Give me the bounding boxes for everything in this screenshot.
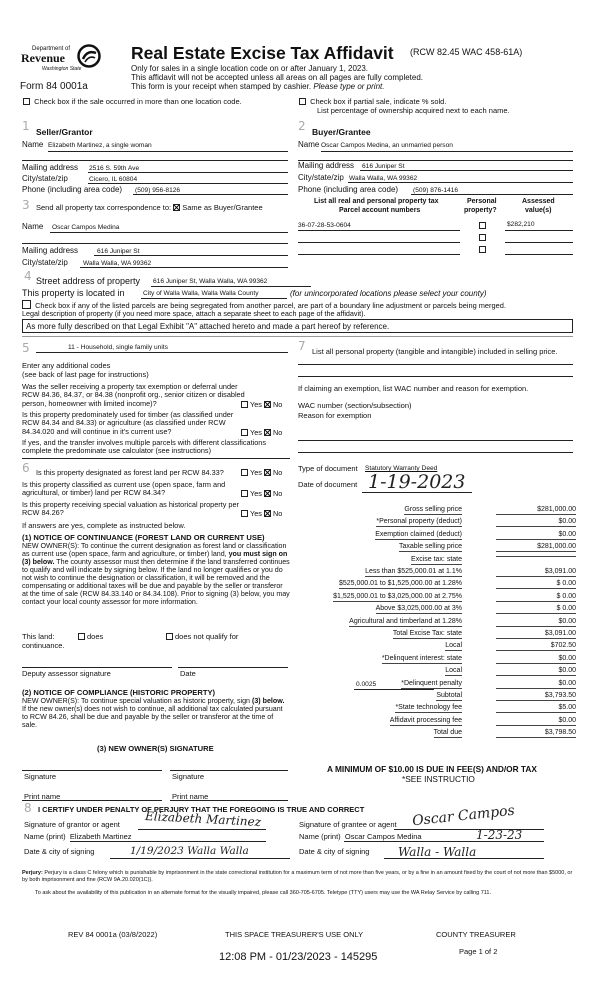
- tax-row-value[interactable]: $ 0.00: [496, 593, 576, 602]
- tax-row-label: Subtotal: [436, 692, 462, 701]
- tax-row-label: Above $3,025,000.00 at 3%: [376, 605, 462, 614]
- buyer-city-label: City/state/zip: [298, 173, 344, 182]
- partial-sale-checkbox[interactable]: [299, 98, 306, 105]
- legal-description-box[interactable]: [22, 319, 573, 333]
- tax-row: [300, 593, 576, 605]
- q1-yes-no[interactable]: Yes No: [241, 401, 282, 409]
- seller-city-label: City/state/zip: [22, 174, 68, 183]
- owner-print-name-label-2: Print name: [172, 792, 209, 801]
- tax-row: [300, 568, 576, 580]
- page-number: Page 1 of 2: [459, 947, 498, 956]
- tax-row-value[interactable]: $0.00: [496, 531, 576, 540]
- legal-description-label: Legal description of property (if you need more space, attach a separate sheet to each page of the affidavit).: [22, 309, 366, 318]
- legal-description-text: As more fully described on that Legal Exhibit "A" attached hereto and made a part hereof by reference.: [26, 322, 390, 331]
- does-not-option[interactable]: does not qualify for: [166, 633, 238, 642]
- exemption-label: If claiming an exemption, list WAC number and reason for exemption.: [298, 384, 529, 393]
- seller-phone-label: Phone (including area code): [22, 185, 123, 194]
- q6-1-no-checkbox[interactable]: [264, 469, 271, 476]
- tax-row-label: Local: [445, 642, 462, 651]
- revision-label: REV 84 0001a (03/8/2022): [68, 930, 158, 939]
- corr-name-field[interactable]: Oscar Campos Medina: [52, 224, 120, 231]
- tax-row: [300, 680, 576, 692]
- doc-date-handwritten[interactable]: 1-19-2023: [368, 471, 466, 493]
- corr-city-label: City/state/zip: [22, 258, 68, 267]
- tax-row-value[interactable]: $281,000.00: [496, 543, 576, 552]
- buyer-name-field[interactable]: Oscar Campos Medina, an unmarried person: [321, 142, 453, 149]
- buyer-phone-label: Phone (including area code): [298, 185, 399, 194]
- q-exemption-deferral: Was the seller receiving a property tax exemption or deferral under RCW 84.36, 84.37, or 84.38 (nonprofit org., senior citizen or disabled person, homeowner with limited income)?: [22, 382, 245, 408]
- q-forest-land: Is this property designated as forest land per RCW 84.33?: [36, 468, 224, 477]
- rcw-reference: (RCW 82.45 WAC 458-61A): [410, 47, 523, 57]
- owner-signature-label-2: Signature: [172, 772, 205, 781]
- q2-yes-no[interactable]: Yes No: [241, 429, 282, 437]
- tax-row-value[interactable]: $5.00: [496, 704, 576, 713]
- q6-1-yes-checkbox[interactable]: [241, 469, 248, 476]
- multi-location-checkbox[interactable]: [23, 98, 30, 105]
- corr-addr-field[interactable]: 616 Juniper St: [97, 248, 140, 255]
- notice-compliance-heading: (2) NOTICE OF COMPLIANCE (HISTORIC PROPERTY): [22, 688, 216, 697]
- tax-row-label: Total due: [434, 729, 462, 738]
- q6-2-yes-no[interactable]: Yes No: [241, 490, 282, 498]
- county-treasurer-label: COUNTY TREASURER: [436, 930, 516, 939]
- header-line-1: Only for sales in a single location code on or after January 1, 2023.: [131, 64, 369, 73]
- see-back-label: (see back of last page for instructions): [22, 370, 149, 379]
- buyer-addr-field[interactable]: 616 Juniper St: [362, 163, 405, 170]
- doc-date-label: Date of document: [298, 480, 358, 489]
- personal-header-2: property?: [464, 207, 497, 214]
- tax-row-label: *State technology fee: [395, 704, 462, 713]
- tax-row-value[interactable]: [496, 556, 576, 557]
- tax-row-label: Taxable selling price: [399, 543, 462, 552]
- tax-row: [300, 518, 576, 530]
- dor-logo: [20, 46, 102, 82]
- tax-row-label: $525,000.01 to $1,525,000.00 at 1.28%: [339, 580, 462, 589]
- use-code-field[interactable]: 11 - Household, single family units: [68, 344, 168, 351]
- form-number: Form 84 0001a: [20, 81, 88, 92]
- parcel-account-1[interactable]: 36-07-28-53-0604: [298, 222, 351, 229]
- minimum-fee-note: A MINIMUM OF $10.00 IS DUE IN FEE(S) AND/OR TAX: [327, 764, 537, 774]
- tax-row-value[interactable]: $0.00: [496, 667, 576, 676]
- tax-row-label: *Delinquent interest: state: [382, 655, 462, 664]
- parcel-header-1: List all real and personal property tax: [314, 198, 439, 205]
- corr-addr-label: Mailing address: [22, 246, 79, 255]
- located-note: (for unincorporated locations please select your county): [290, 289, 487, 298]
- if-yes-label: If answers are yes, complete as instructed below.: [22, 521, 186, 530]
- street-field[interactable]: 616 Juniper St, Walla Walla, WA 99362: [153, 278, 268, 285]
- this-land-label: This land:: [22, 632, 55, 641]
- tax-row-value[interactable]: $281,000.00: [496, 506, 576, 515]
- tax-row: [300, 556, 576, 568]
- tax-row-label: *Personal property (deduct): [376, 518, 462, 527]
- owner-signature-label-1: Signature: [24, 772, 57, 781]
- doc-type-field[interactable]: Statutory Warranty Deed: [365, 465, 438, 472]
- seller-name-field[interactable]: Elizabeth Martinez, a single woman: [48, 142, 152, 149]
- tax-row-value[interactable]: $0.00: [496, 518, 576, 527]
- correspondence-label: Send all property tax correspondence to: Same as Buyer/Grantee: [36, 203, 263, 212]
- buyer-name-label: Name: [298, 140, 320, 149]
- seller-city-field[interactable]: Cicero, IL 60804: [89, 176, 138, 183]
- grantee-date[interactable]: 1-23-23: [476, 828, 523, 842]
- treasurer-use-label: THIS SPACE TREASURER'S USE ONLY: [225, 930, 364, 939]
- tax-row-value[interactable]: $0.00: [496, 717, 576, 726]
- q6-2-no-checkbox[interactable]: [264, 490, 271, 497]
- deputy-signature-label: Deputy assessor signature: [22, 669, 111, 678]
- tax-row-value[interactable]: $0.00: [496, 680, 576, 689]
- tax-row-value[interactable]: $0.00: [496, 618, 576, 627]
- tax-row: [300, 704, 576, 716]
- grantor-date-label: Date & city of signing: [24, 847, 95, 856]
- does-checkbox[interactable]: [78, 633, 85, 640]
- page-title: Real Estate Excise Tax Affidavit: [131, 43, 394, 63]
- section-2-number: 2: [298, 119, 306, 133]
- tax-row: [300, 580, 576, 592]
- notice-continuance-text: NEW OWNER(S): To continue the current designation as forest land or classification as current use (open space, farm and agriculture, or timber) land, you must sign on (3) below. The county assessor must then determine if the land transferred continues to qualify and will indicate by signing below. If the land no longer qualifies or you do not wish to continue the designation or classification, it will be removed and the compensating or additional taxes will be due and payable by the seller or transferor at the time of sale (RCW 84.33.140 or 84.34.108). Prior to signing (3) below, you may contact your local county assessor for more information.: [22, 542, 290, 606]
- multi-location-check[interactable]: Check box if the sale occurred in more than one location code.: [23, 98, 242, 107]
- tax-row: [300, 642, 576, 654]
- personal-checkbox-1[interactable]: [479, 222, 486, 229]
- assessed-header-1: Assessed: [522, 198, 555, 205]
- assessed-header-2: value(s): [525, 207, 552, 214]
- q-current-use: Is this property classified as current use (open space, farm and agricultural, or timber) land per RCW 84.34?: [22, 480, 226, 498]
- partial-pct-note: List percentage of ownership acquired next to each name.: [317, 106, 510, 115]
- located-field[interactable]: City of Walla Walla, Walla Walla County: [143, 290, 259, 297]
- does-option[interactable]: does: [78, 633, 103, 642]
- segregated-check[interactable]: Check box if any of the listed parcels are being segregated from another parcel, are part of a boundary line adjustment or parcels being merged.: [22, 300, 506, 311]
- seller-phone-field[interactable]: (509) 956-8126: [135, 187, 181, 194]
- segregated-checkbox[interactable]: [22, 300, 31, 309]
- section-4-number: 4: [24, 269, 32, 283]
- tax-row-label: Affidavit processing fee: [390, 717, 462, 726]
- section-6-number: 6: [22, 461, 30, 475]
- buyer-city-field[interactable]: Walla Walla, WA 99362: [349, 175, 418, 182]
- section-5-number: 5: [22, 341, 30, 355]
- personal-checkbox-2[interactable]: [479, 234, 486, 241]
- buyer-phone-field[interactable]: (509) 876-1416: [413, 187, 459, 194]
- wa-logo-icon: [77, 44, 101, 68]
- q-multiple-parcels: If yes, and the transfer involves multiple parcels with different classifications complete the predominate use calculator (see instructions): [22, 438, 267, 456]
- tax-row-label: Local: [445, 667, 462, 676]
- new-owner-signature-heading: (3) NEW OWNER(S) SIGNATURE: [97, 744, 214, 753]
- tax-row-label: Agricultural and timberland at 1.28%: [349, 618, 462, 627]
- grantee-city[interactable]: Walla - Walla: [398, 845, 477, 859]
- buyer-heading: Buyer/Grantee: [312, 127, 371, 137]
- street-label: Street address of property: [36, 276, 141, 286]
- personal-checkbox-3[interactable]: [479, 246, 486, 253]
- tax-row-label: Less than $525,000.01 at 1.1%: [365, 568, 462, 577]
- q1-no-checkbox[interactable]: [264, 401, 271, 408]
- tax-row-value[interactable]: $3,793.50: [496, 692, 576, 701]
- corr-city-field[interactable]: Walla Walla, WA 99362: [83, 260, 152, 267]
- tax-row: [300, 655, 576, 667]
- additional-codes-label: Enter any additional codes: [22, 361, 111, 370]
- tax-row-value[interactable]: $3,091.00: [496, 568, 576, 577]
- grantee-name-label: Name (print) Oscar Campos Medina: [299, 832, 422, 841]
- header-line-2: This affidavit will not be accepted unless all areas on all pages are fully completed.: [131, 73, 424, 82]
- seller-name-label: Name: [22, 140, 44, 149]
- section-3-number: 3: [22, 198, 30, 212]
- q2-yes-checkbox[interactable]: [241, 429, 248, 436]
- tax-row-value[interactable]: $ 0.00: [496, 580, 576, 589]
- tax-row-label: $1,525,000.01 to $3,025,000.00 at 2.75%: [333, 593, 462, 602]
- grantee-date-label: Date & city of signing: [299, 847, 370, 856]
- tax-row-label: Excise tax: state: [411, 556, 462, 565]
- personal-property-label: List all personal property (tangible and intangible) included in selling price.: [312, 347, 558, 356]
- notice-compliance-text: NEW OWNER(S): To continue special valuation as historic property, sign (3) below. If the new owner(s) does not wish to continue, all additional tax calculated pursuant to RCW 84.26, shall be due and payable by the seller or transferor at the time of sale.: [22, 697, 285, 729]
- q6-2-yes-checkbox[interactable]: [241, 490, 248, 497]
- tax-row: [300, 630, 576, 642]
- continuance-label: continuance.: [22, 641, 65, 650]
- doc-type-label: Type of document: [298, 464, 358, 473]
- section-1-number: 1: [22, 119, 30, 133]
- tax-row-label: Gross selling price: [404, 506, 462, 515]
- tax-row: [300, 506, 576, 518]
- tax-row: [300, 729, 576, 741]
- tax-row-label: Total Excise Tax: state: [393, 630, 462, 639]
- corr-name-label: Name: [22, 222, 44, 231]
- wac-label: WAC number (section/subsection): [298, 401, 412, 410]
- tax-row: [300, 692, 576, 704]
- section-7-number: 7: [298, 339, 306, 353]
- logo-revenue-text: Revenue: [21, 51, 65, 65]
- notice-continuance-heading: (1) NOTICE OF CONTINUANCE (FOREST LAND OR CURRENT USE): [22, 533, 265, 542]
- see-instructions-note: *SEE INSTRUCTIO: [402, 774, 475, 784]
- perjury-notice: Perjury: Perjury is a class C felony which is punishable by imprisonment in the state correctional institution for a maximum term of not more than five years, or by a fine in an amount fixed by the court of not more than $5000, or by both imprisonment and fine (RCW 9A.20.020(1C)).: [22, 870, 573, 883]
- tax-row: [300, 618, 576, 630]
- q-historical: Is this property receiving special valuation as historical property per RCW 84.26?: [22, 500, 239, 518]
- grantor-date-city[interactable]: 1/19/2023 Walla Walla: [130, 845, 249, 857]
- tax-row-value[interactable]: $3,798.50: [496, 729, 576, 738]
- tax-row-value[interactable]: $702.50: [496, 642, 576, 651]
- tax-row-value[interactable]: $0.00: [496, 655, 576, 664]
- header-line-3: This form is your receipt when stamped by cashier. Please type or print.: [131, 82, 385, 91]
- q6-3-yes-no[interactable]: Yes No: [241, 510, 282, 518]
- q6-1-yes-no[interactable]: Yes No: [241, 469, 282, 477]
- buyer-addr-label: Mailing address: [298, 161, 355, 170]
- personal-header-1: Personal: [467, 198, 497, 205]
- same-as-buyer-checkbox[interactable]: [173, 204, 180, 211]
- seller-heading: Seller/Grantor: [36, 127, 93, 137]
- located-label: This property is located in: [22, 288, 125, 298]
- q2-no-checkbox[interactable]: [264, 429, 271, 436]
- tax-row: [300, 543, 576, 555]
- grantor-name-field[interactable]: Elizabeth Martinez: [69, 832, 132, 841]
- tax-row-value[interactable]: $3,091.00: [496, 630, 576, 639]
- grantee-signature[interactable]: Oscar Campos: [411, 802, 516, 830]
- q6-3-no-checkbox[interactable]: [264, 510, 271, 517]
- treasurer-stamp: 12:08 PM - 01/23/2023 - 145295: [219, 951, 378, 963]
- does-not-checkbox[interactable]: [166, 633, 173, 640]
- deputy-date-label: Date: [180, 669, 196, 678]
- alt-format-notice: To ask about the availability of this publication in an alternate format for the visually impaired, please call 360-705-6705. Teletype (TTY) users may use the WA Relay Service by calling 711.: [35, 890, 492, 896]
- seller-addr-label: Mailing address: [22, 163, 79, 172]
- tax-row: [300, 717, 576, 729]
- seller-addr-field[interactable]: 2516 S. 59th Ave: [89, 165, 140, 172]
- logo-dept-text: Department of: [32, 46, 71, 52]
- q6-3-yes-checkbox[interactable]: [241, 510, 248, 517]
- assessed-value-1[interactable]: $282,210: [507, 221, 535, 228]
- q-timber-agriculture: Is this property predominately used for timber (as classified under RCW 84.34 and 84.33) or agriculture (as classified under RCW 84.34.020 and will continue in it's current use?: [22, 410, 234, 436]
- tax-row: [300, 605, 576, 617]
- parcel-header-2: Parcel account numbers: [339, 207, 421, 214]
- grantor-name-label: Name (print) Elizabeth Martinez: [24, 832, 132, 841]
- reason-label: Reason for exemption: [298, 411, 372, 420]
- partial-sale-check[interactable]: Check box if partial sale, indicate % sold.: [299, 98, 446, 107]
- tax-row-value[interactable]: $ 0.00: [496, 605, 576, 614]
- q1-yes-checkbox[interactable]: [241, 401, 248, 408]
- certify-statement: I CERTIFY UNDER PENALTY OF PERJURY THAT THE FOREGOING IS TRUE AND CORRECT: [38, 805, 365, 814]
- tax-row: [300, 667, 576, 679]
- tax-row-label: Exemption claimed (deduct): [375, 531, 462, 540]
- grantee-name-field[interactable]: Oscar Campos Medina: [344, 832, 422, 841]
- grantor-signature-label: Signature of grantor or agent: [24, 820, 120, 829]
- owner-print-name-label-1: Print name: [24, 792, 61, 801]
- grantor-signature[interactable]: Elizabeth Martinez: [144, 808, 262, 830]
- tax-row-label: *Delinquent penalty: [401, 680, 462, 689]
- tax-row: [300, 531, 576, 543]
- grantee-signature-label: Signature of grantee or agent: [299, 820, 397, 829]
- logo-state-text: Washington State: [42, 66, 82, 72]
- section-8-number: 8: [24, 801, 32, 815]
- local-rate-field[interactable]: 0.0025: [356, 681, 377, 688]
